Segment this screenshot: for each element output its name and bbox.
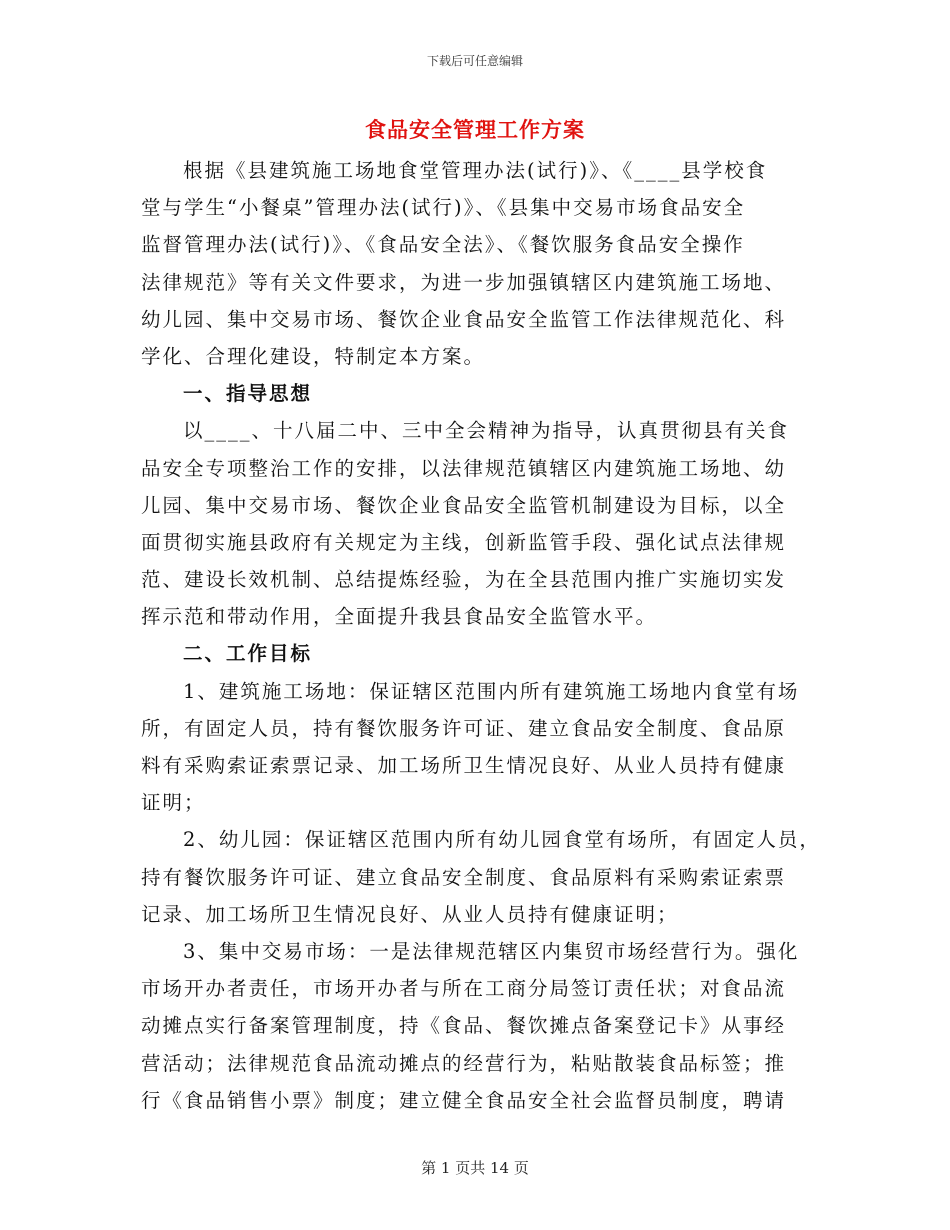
body-line: 动摊点实行备案管理制度，持《食品、餐饮摊点备案登记卡》从事经 xyxy=(141,1014,787,1038)
body-line: 1、建筑施工场地：保证辖区范围内所有建筑施工场地内食堂有场 xyxy=(183,679,800,703)
section-heading: 一、指导思想 xyxy=(183,382,313,406)
body-line: 幼儿园、集中交易市场、餐饮企业食品安全监管工作法律规范化、科 xyxy=(141,307,787,331)
body-line: 法律规范》等有关文件要求，为进一步加强镇辖区内建筑施工场地、 xyxy=(141,270,787,294)
body-line: 范、建设长效机制、总结提炼经验，为在全县范围内推广实施切实发 xyxy=(141,568,787,592)
body-line: 2、幼儿园：保证辖区范围内所有幼儿园食堂有场所，有固定人员， xyxy=(183,828,821,852)
body-line: 营活动；法律规范食品流动摊点的经营行为，粘贴散装食品标签；推 xyxy=(141,1051,787,1075)
body-line: 市场开办者责任，市场开办者与所在工商分局签订责任状；对食品流 xyxy=(141,977,787,1001)
body-line: 根据《县建筑施工场地食堂管理办法(试行)》、《____县学校食 xyxy=(183,159,768,182)
body-line: 堂与学生“小餐桌”管理办法(试行)》、《县集中交易市场食品安全 xyxy=(141,196,746,220)
body-line: 行《食品销售小票》制度；建立健全食品安全社会监督员制度，聘请 xyxy=(141,1088,787,1112)
body-line: 证明； xyxy=(141,791,206,815)
section-heading: 二、工作目标 xyxy=(183,642,313,666)
body-line: 以____、十八届二中、三中全会精神为指导，认真贯彻县有关食 xyxy=(183,419,790,443)
body-line: 学化、合理化建设，特制定本方案。 xyxy=(141,344,486,368)
body-line: 面贯彻实施县政府有关规定为主线，创新监管手段、强化试点法律规 xyxy=(141,530,787,554)
body-line: 所，有固定人员，持有餐饮服务许可证、建立食品安全制度、食品原 xyxy=(141,716,787,740)
document-body xyxy=(141,152,821,1119)
body-line: 3、集中交易市场：一是法律规范辖区内集贸市场经营行为。强化 xyxy=(183,939,800,963)
body-line: 记录、加工场所卫生情况良好、从业人员持有健康证明； xyxy=(141,902,679,926)
body-line: 品安全专项整治工作的安排，以法律规范镇辖区内建筑施工场地、幼 xyxy=(141,456,787,480)
body-line: 持有餐饮服务许可证、建立食品安全制度、食品原料有采购索证索票 xyxy=(141,865,787,889)
page-header-note: 下载后可任意编辑 xyxy=(426,54,523,68)
body-line: 儿园、集中交易市场、餐饮企业食品安全监管机制建设为目标，以全 xyxy=(141,493,787,517)
body-line: 料有采购索证索票记录、加工场所卫生情况良好、从业人员持有健康 xyxy=(141,754,787,777)
body-line: 挥示范和带动作用，全面提升我县食品安全监管水平。 xyxy=(141,605,658,629)
body-line: 监督管理办法(试行)》、《食品安全法》、《餐饮服务食品安全操作 xyxy=(141,233,745,257)
document-title: 食品安全管理工作方案 xyxy=(365,117,585,142)
page-number: 第 1 页共 14 页 xyxy=(421,1159,529,1177)
